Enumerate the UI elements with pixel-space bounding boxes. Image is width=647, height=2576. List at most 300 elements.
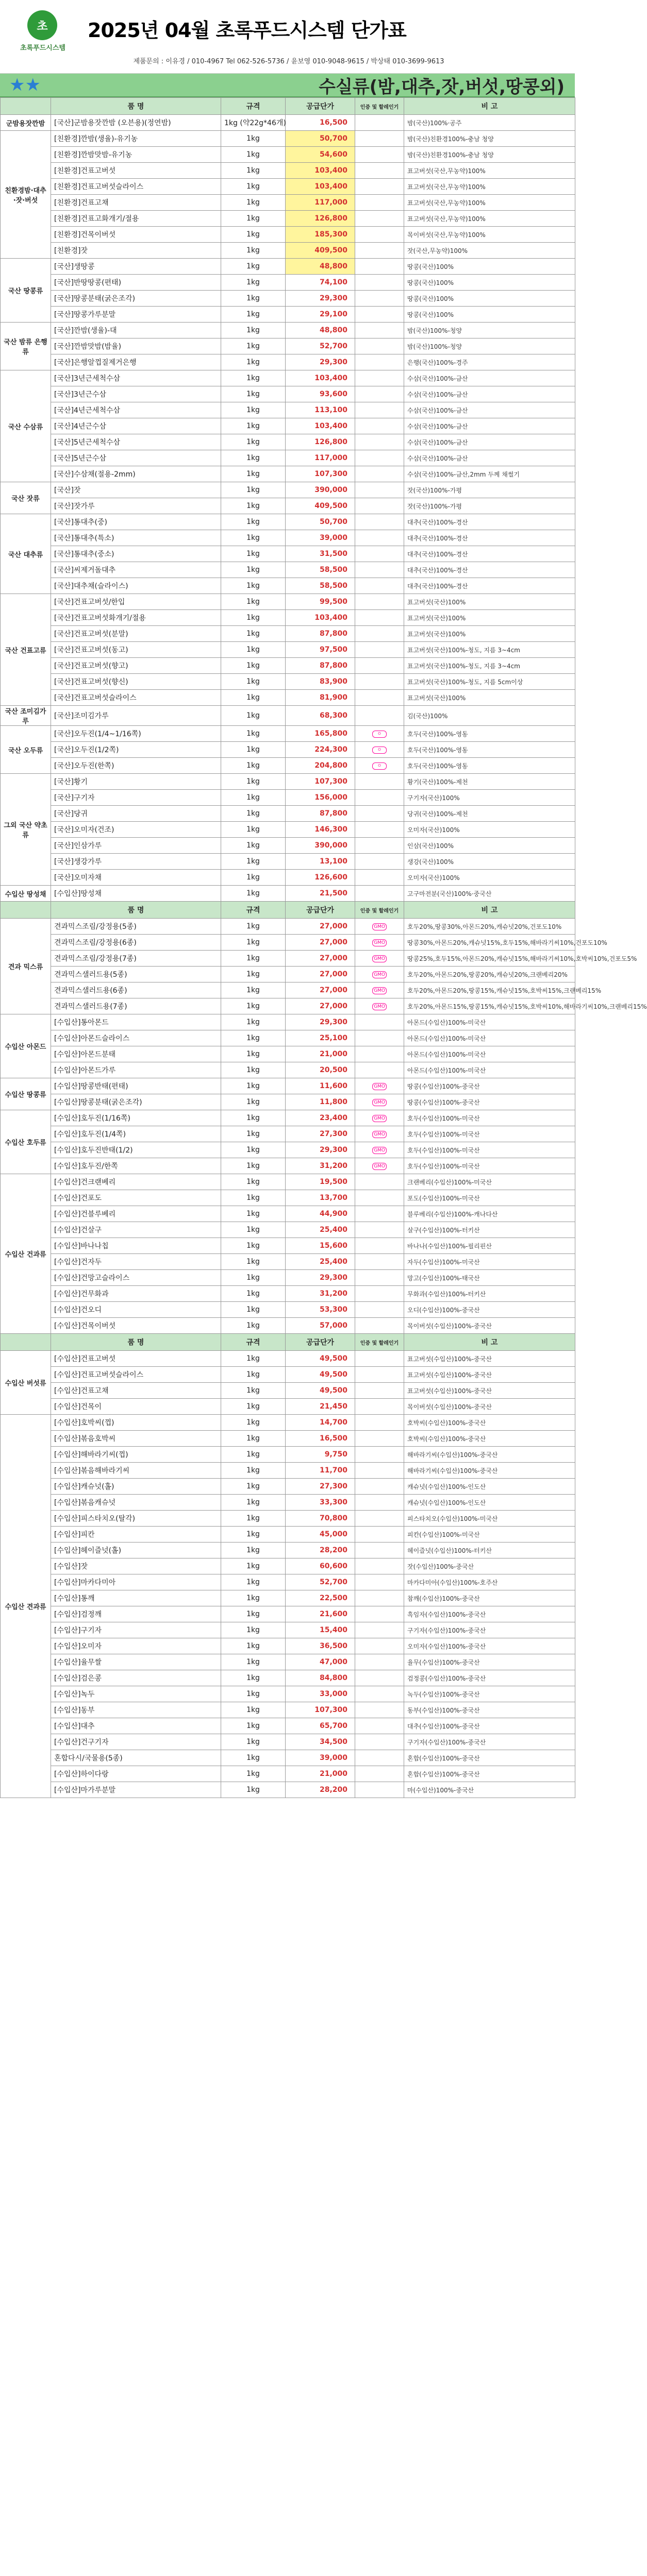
- table-row: [1, 1399, 575, 1415]
- product-price: 27,000: [286, 919, 355, 935]
- certification-mark: [355, 1734, 404, 1750]
- product-price: 33,000: [286, 1686, 355, 1702]
- product-spec: 1kg: [221, 1479, 286, 1495]
- certification-mark: [355, 886, 404, 902]
- table-row: [1, 594, 575, 610]
- certification-badge-icon: GMO: [372, 1003, 387, 1010]
- product-name: [국산]씨제거돌대추: [51, 562, 221, 578]
- product-name: [국산]건표고버섯(향신): [51, 674, 221, 690]
- product-name: [친환경]건목이버섯: [51, 227, 221, 243]
- product-spec: 1kg: [221, 998, 286, 1014]
- product-spec: 1kg: [221, 163, 286, 179]
- product-spec: 1kg: [221, 243, 286, 259]
- product-spec: 1kg: [221, 1415, 286, 1431]
- table-row: [1, 1110, 575, 1126]
- product-spec: 1kg: [221, 626, 286, 642]
- product-spec: 1kg: [221, 658, 286, 674]
- table-row: [1, 562, 575, 578]
- category-cell: 국산 건표고류: [1, 594, 51, 706]
- product-name: [친환경]잣: [51, 243, 221, 259]
- product-spec: 1kg: [221, 1558, 286, 1574]
- product-price: 117,000: [286, 450, 355, 466]
- product-name: [국산]건표고버섯/한입: [51, 594, 221, 610]
- product-note: 표고버섯(국산,무농약)100%: [404, 179, 575, 195]
- product-price: 29,300: [286, 1014, 355, 1030]
- product-note: 밤(국산)100%-청양: [404, 323, 575, 338]
- certification-mark: [355, 211, 404, 227]
- product-spec: 1kg: [221, 530, 286, 546]
- product-note: 헤이즐넛(수입산)100%-터키산: [404, 1543, 575, 1558]
- product-price: 58,500: [286, 562, 355, 578]
- product-price: 25,400: [286, 1222, 355, 1238]
- product-note: 오미자(국산)100%: [404, 822, 575, 838]
- product-name: [친환경]깐밤(생율)-유기농: [51, 131, 221, 147]
- product-name: [수입산]건구기자: [51, 1734, 221, 1750]
- product-note: 땅콩(국산)100%: [404, 259, 575, 275]
- product-note: 수삼(국산)100%-금산: [404, 434, 575, 450]
- category-cell: 국산 조미김가루: [1, 706, 51, 726]
- product-spec: 1kg: [221, 594, 286, 610]
- product-spec: 1kg: [221, 498, 286, 514]
- certification-mark: [355, 1286, 404, 1302]
- product-name: [국산]잣: [51, 482, 221, 498]
- table-row: [1, 1558, 575, 1574]
- table-row: [1, 1654, 575, 1670]
- product-note: 땅콩(수입산)100%-중국산: [404, 1094, 575, 1110]
- certification-badge-icon: ㅇ: [372, 747, 387, 754]
- product-name: [수입산]녹두: [51, 1686, 221, 1702]
- product-price: 31,500: [286, 546, 355, 562]
- certification-mark: [355, 1606, 404, 1622]
- certification-mark: [355, 195, 404, 211]
- product-price: 31,200: [286, 1158, 355, 1174]
- product-spec: 1kg: [221, 1702, 286, 1718]
- product-note: 표고버섯(국산)100%: [404, 610, 575, 626]
- product-spec: 1kg: [221, 935, 286, 951]
- product-note: 고구마전분(국산)100%·중국산: [404, 886, 575, 902]
- product-spec: 1kg: [221, 1543, 286, 1558]
- product-spec: 1kg: [221, 1062, 286, 1078]
- certification-mark: [355, 1399, 404, 1415]
- product-spec: 1kg: [221, 1078, 286, 1094]
- product-spec: 1kg: [221, 562, 286, 578]
- product-price: 11,700: [286, 1463, 355, 1479]
- product-name: [국산]오미자(건조): [51, 822, 221, 838]
- product-price: 13,700: [286, 1190, 355, 1206]
- certification-mark: [355, 1190, 404, 1206]
- product-price: 103,400: [286, 163, 355, 179]
- product-note: 아몬드(수입산)100%-미국산: [404, 1030, 575, 1046]
- section-header-cell: 품 명: [51, 1334, 221, 1351]
- product-price: 28,200: [286, 1782, 355, 1798]
- product-spec: 1kg: [221, 1447, 286, 1463]
- table-row: [1, 1158, 575, 1174]
- product-note: 혼합(수입산)100%-중국산: [404, 1750, 575, 1766]
- table-row: [1, 742, 575, 758]
- product-price: 16,500: [286, 1431, 355, 1447]
- category-cell: 국산 잣류: [1, 482, 51, 514]
- certification-mark: [355, 466, 404, 482]
- product-price: 21,000: [286, 1766, 355, 1782]
- product-note: 아몬드(수입산)100%-미국산: [404, 1046, 575, 1062]
- product-price: 33,300: [286, 1495, 355, 1511]
- product-price: 13,100: [286, 854, 355, 870]
- certification-mark: [355, 530, 404, 546]
- product-spec: 1kg: [221, 578, 286, 594]
- product-name: [국산]4년근세척수삼: [51, 402, 221, 418]
- product-name: [국산]오미자채: [51, 870, 221, 886]
- category-cell: 친환경밤·대추·잣·버섯: [1, 131, 51, 259]
- certification-mark: [355, 1174, 404, 1190]
- certification-badge-icon: GMO: [372, 923, 387, 930]
- certification-mark: [355, 291, 404, 307]
- product-name: [수입산]하이다랑: [51, 1766, 221, 1782]
- product-price: 84,800: [286, 1670, 355, 1686]
- product-spec: 1kg: [221, 259, 286, 275]
- certification-mark: [355, 115, 404, 131]
- category-banner: [0, 74, 575, 97]
- section-header-cell: 공급단가: [286, 1334, 355, 1351]
- certification-mark: [355, 822, 404, 838]
- certification-mark: [355, 482, 404, 498]
- product-price: 29,300: [286, 1270, 355, 1286]
- table-row: [1, 498, 575, 514]
- product-note: 표고버섯(국산,무농약)100%: [404, 163, 575, 179]
- certification-mark: [355, 1270, 404, 1286]
- table-row: [1, 450, 575, 466]
- product-name: [수입산]건표고채: [51, 1383, 221, 1399]
- product-spec: 1kg: [221, 870, 286, 886]
- table-row: [1, 386, 575, 402]
- certification-badge-icon: GMO: [372, 1163, 387, 1170]
- company-logo: [4, 5, 81, 54]
- certification-badge-icon: GMO: [372, 1131, 387, 1138]
- certification-mark: [355, 1590, 404, 1606]
- product-price: 409,500: [286, 243, 355, 259]
- section-header-cell: [1, 1334, 51, 1351]
- product-name: [국산]대추채(슬라이스): [51, 578, 221, 594]
- product-spec: 1kg: [221, 1590, 286, 1606]
- certification-mark: [355, 1078, 404, 1094]
- certification-mark: [355, 450, 404, 466]
- product-note: 구기자(수입산)100%-중국산: [404, 1734, 575, 1750]
- product-note: 수삼(국산)100%-금산: [404, 370, 575, 386]
- certification-mark: [355, 498, 404, 514]
- category-cell: 그외 국산 약초류: [1, 774, 51, 886]
- table-row: [1, 147, 575, 163]
- product-name: [수입산]동부: [51, 1702, 221, 1718]
- certification-mark: [355, 1206, 404, 1222]
- product-name: [수입산]건표고버섯: [51, 1351, 221, 1367]
- table-row: [1, 1286, 575, 1302]
- product-spec: 1kg: [221, 291, 286, 307]
- certification-mark: [355, 758, 404, 774]
- table-row: [1, 1270, 575, 1286]
- table-row: [1, 243, 575, 259]
- product-price: 103,400: [286, 370, 355, 386]
- product-note: 표고버섯(수입산)100%-중국산: [404, 1383, 575, 1399]
- product-name: [국산]생땅콩: [51, 259, 221, 275]
- product-name: [수입산]건포도: [51, 1190, 221, 1206]
- certification-mark: [355, 1367, 404, 1383]
- product-spec: 1kg: [221, 886, 286, 902]
- table-row: [1, 1094, 575, 1110]
- table-row: [1, 1222, 575, 1238]
- product-name: [친환경]깐밤맛밤-유기농: [51, 147, 221, 163]
- certification-mark: [355, 706, 404, 726]
- product-spec: 1kg: [221, 1318, 286, 1334]
- product-note: 포도(수입산)100%-미국산: [404, 1190, 575, 1206]
- certification-mark: [355, 1702, 404, 1718]
- product-name: [국산]생강가루: [51, 854, 221, 870]
- product-note: 땅콩(국산)100%: [404, 307, 575, 323]
- product-spec: 1kg: [221, 706, 286, 726]
- product-name: [국산]통대추(특소): [51, 530, 221, 546]
- table-row: [1, 1782, 575, 1798]
- product-price: 60,600: [286, 1558, 355, 1574]
- table-row: [1, 514, 575, 530]
- document-header: [0, 0, 575, 74]
- product-note: 해바라기씨(수입산)100%-중국산: [404, 1447, 575, 1463]
- product-name: [수입산]호두진/한쪽: [51, 1158, 221, 1174]
- product-price: 107,300: [286, 1702, 355, 1718]
- product-name: [국산]오두진(1/4~1/16쪽): [51, 726, 221, 742]
- table-row: [1, 919, 575, 935]
- product-price: 48,800: [286, 259, 355, 275]
- product-note: 땅콩(수입산)100%-중국산: [404, 1078, 575, 1094]
- product-spec: 1kg: [221, 690, 286, 706]
- certification-mark: [355, 434, 404, 450]
- product-price: 54,600: [286, 147, 355, 163]
- product-name: [국산]3년근세척수삼: [51, 370, 221, 386]
- product-price: 107,300: [286, 774, 355, 790]
- certification-mark: [355, 1158, 404, 1174]
- product-spec: 1kg: [221, 402, 286, 418]
- certification-mark: [355, 626, 404, 642]
- category-cell: 국산 밤류 은행류: [1, 323, 51, 370]
- product-name: [국산]조미김가루: [51, 706, 221, 726]
- certification-badge-icon: GMO: [372, 971, 387, 978]
- product-price: 99,500: [286, 594, 355, 610]
- product-note: 김(국산)100%: [404, 706, 575, 726]
- product-price: 20,500: [286, 1062, 355, 1078]
- product-spec: 1kg: [221, 546, 286, 562]
- table-row: [1, 291, 575, 307]
- product-note: 피스타치오(수입산)100%-미국산: [404, 1511, 575, 1527]
- product-name: [수입산]율무쌀: [51, 1654, 221, 1670]
- product-spec: 1kg: [221, 179, 286, 195]
- product-spec: 1kg: [221, 1431, 286, 1447]
- product-note: 마(수입산)100%-중국산: [404, 1782, 575, 1798]
- product-spec: 1kg: [221, 1254, 286, 1270]
- product-note: 해바라기씨(수입산)100%-중국산: [404, 1463, 575, 1479]
- certification-mark: [355, 690, 404, 706]
- certification-mark: [355, 774, 404, 790]
- section-header-cell: [1, 902, 51, 919]
- product-name: [수입산]통아몬드: [51, 1014, 221, 1030]
- product-spec: 1kg: [221, 822, 286, 838]
- table-row: [1, 658, 575, 674]
- header-note: 비 고: [404, 98, 575, 115]
- product-spec: 1kg: [221, 131, 286, 147]
- certification-mark: [355, 1318, 404, 1334]
- certification-mark: [355, 1014, 404, 1030]
- category-cell: 수입산 건과류: [1, 1174, 51, 1334]
- product-name: [수입산]건오디: [51, 1302, 221, 1318]
- table-row: [1, 1590, 575, 1606]
- product-name: 견과믹스조림/강정용(5종): [51, 919, 221, 935]
- table-row: [1, 1318, 575, 1334]
- product-spec: 1kg: [221, 1495, 286, 1511]
- certification-mark: [355, 243, 404, 259]
- certification-mark: [355, 562, 404, 578]
- product-name: [수입산]땅성채: [51, 886, 221, 902]
- table-row: [1, 530, 575, 546]
- certification-mark: [355, 131, 404, 147]
- category-cell: 국산 땅콩류: [1, 259, 51, 323]
- product-price: 83,900: [286, 674, 355, 690]
- product-price: 25,100: [286, 1030, 355, 1046]
- section-header-cell: 인증 및 할레인기: [355, 1334, 404, 1351]
- table-row: [1, 546, 575, 562]
- product-name: 혼합다시/국물용(5종): [51, 1750, 221, 1766]
- price-table: [0, 97, 647, 1798]
- product-name: [수입산]캐슈넛(홀): [51, 1479, 221, 1495]
- product-name: [수입산]바나나칩: [51, 1238, 221, 1254]
- product-price: 29,100: [286, 307, 355, 323]
- table-row: [1, 338, 575, 354]
- section-header-cell: 비 고: [404, 902, 575, 919]
- product-spec: 1kg: [221, 1206, 286, 1222]
- product-price: 21,000: [286, 1046, 355, 1062]
- table-row: [1, 115, 575, 131]
- table-row: [1, 211, 575, 227]
- certification-mark: [355, 370, 404, 386]
- category-cell: 수입산 땅성채: [1, 886, 51, 902]
- certification-mark: [355, 642, 404, 658]
- product-spec: 1kg: [221, 338, 286, 354]
- product-note: 표고버섯(수입산)100%-중국산: [404, 1351, 575, 1367]
- product-price: 31,200: [286, 1286, 355, 1302]
- product-note: 호두(국산)100%-영동: [404, 758, 575, 774]
- table-row: [1, 1383, 575, 1399]
- product-note: 호두20%,땅콩30%,아몬드20%,캐슈넛20%,건포도10%: [404, 919, 575, 935]
- product-note: 구기자(국산)100%: [404, 790, 575, 806]
- product-price: 70,800: [286, 1511, 355, 1527]
- product-name: [국산]오두진(1/2쪽): [51, 742, 221, 758]
- product-note: 표고버섯(국산)100%-청도, 지름 3~4cm: [404, 658, 575, 674]
- product-note: 호박씨(수입산)100%-중국산: [404, 1415, 575, 1431]
- certification-mark: [355, 967, 404, 982]
- product-price: 52,700: [286, 1574, 355, 1590]
- product-note: 수삼(국산)100%-금산: [404, 386, 575, 402]
- certification-mark: [355, 578, 404, 594]
- product-spec: 1kg: [221, 982, 286, 998]
- product-price: 29,300: [286, 291, 355, 307]
- product-name: [국산]깐밤맛밤(밤율): [51, 338, 221, 354]
- product-price: 15,600: [286, 1238, 355, 1254]
- certification-mark: [355, 951, 404, 967]
- category-cell: 견과 믹스류: [1, 919, 51, 1014]
- product-name: [수입산]건블루베리: [51, 1206, 221, 1222]
- product-price: 87,800: [286, 658, 355, 674]
- certification-mark: [355, 1126, 404, 1142]
- product-name: [수입산]건망고슬라이스: [51, 1270, 221, 1286]
- table-row: [1, 354, 575, 370]
- certification-badge-icon: GMO: [372, 987, 387, 994]
- product-spec: 1kg: [221, 1030, 286, 1046]
- product-price: 29,300: [286, 354, 355, 370]
- product-name: [국산]건표고버섯슬라이스: [51, 690, 221, 706]
- product-name: 견과믹스샐러드용(5종): [51, 967, 221, 982]
- category-banner-title: 수실류(밤,대추,잣,버섯,땅콩외): [319, 76, 565, 97]
- product-price: 97,500: [286, 642, 355, 658]
- certification-mark: [355, 1782, 404, 1798]
- product-name: 견과믹스샐러드용(7종): [51, 998, 221, 1014]
- product-price: 224,300: [286, 742, 355, 758]
- product-name: [수입산]아몬드슬라이스: [51, 1030, 221, 1046]
- product-spec: 1kg: [221, 951, 286, 967]
- product-spec: 1kg: [221, 1142, 286, 1158]
- product-spec: 1kg: [221, 1286, 286, 1302]
- product-note: 잣(수입산)100%-중국산: [404, 1558, 575, 1574]
- product-spec: 1kg: [221, 774, 286, 790]
- product-spec: 1kg: [221, 1511, 286, 1527]
- product-name: [친환경]건표고채: [51, 195, 221, 211]
- table-row: [1, 1702, 575, 1718]
- table-row: [1, 790, 575, 806]
- product-note: 생강(국산)100%: [404, 854, 575, 870]
- product-note: 구기자(수입산)100%-중국산: [404, 1622, 575, 1638]
- product-spec: 1kg: [221, 275, 286, 291]
- certification-mark: [355, 546, 404, 562]
- product-name: [수입산]호두진(1/16쪽): [51, 1110, 221, 1126]
- product-name: [국산]5년근세척수삼: [51, 434, 221, 450]
- product-note: 잣(국산,무농약)100%: [404, 243, 575, 259]
- table-row: [1, 307, 575, 323]
- table-row: [1, 1302, 575, 1318]
- product-note: 표고버섯(국산)100%-청도, 지름 5cm이상: [404, 674, 575, 690]
- certification-mark: [355, 1062, 404, 1078]
- certification-mark: [355, 610, 404, 626]
- product-spec: 1kg: [221, 1750, 286, 1766]
- certification-mark: [355, 275, 404, 291]
- product-note: 표고버섯(국산)100%: [404, 626, 575, 642]
- table-row: [1, 434, 575, 450]
- product-note: 대추(국산)100%-경산: [404, 514, 575, 530]
- table-row: [1, 935, 575, 951]
- table-row: [1, 1206, 575, 1222]
- product-note: 블루베리(수입산)100%-캐나다산: [404, 1206, 575, 1222]
- header-price: 공급단가: [286, 98, 355, 115]
- product-price: 39,000: [286, 530, 355, 546]
- table-row: [1, 806, 575, 822]
- category-cell: 국산 수삼류: [1, 370, 51, 482]
- product-name: [수입산]피스타치오(탈각): [51, 1511, 221, 1527]
- product-price: 58,500: [286, 578, 355, 594]
- certification-mark: [355, 742, 404, 758]
- product-spec: 1kg: [221, 838, 286, 854]
- product-name: [국산]군밤용잣깐밤 (오븐용)(정연밤): [51, 115, 221, 131]
- certification-mark: [355, 402, 404, 418]
- product-name: [수입산]건살구: [51, 1222, 221, 1238]
- product-spec: 1kg: [221, 1367, 286, 1383]
- category-cell: 국산 대추류: [1, 514, 51, 594]
- product-spec: 1kg: [221, 1014, 286, 1030]
- product-price: 21,450: [286, 1399, 355, 1415]
- header-name: 품 명: [51, 98, 221, 115]
- certification-badge-icon: ㅇ: [372, 762, 387, 770]
